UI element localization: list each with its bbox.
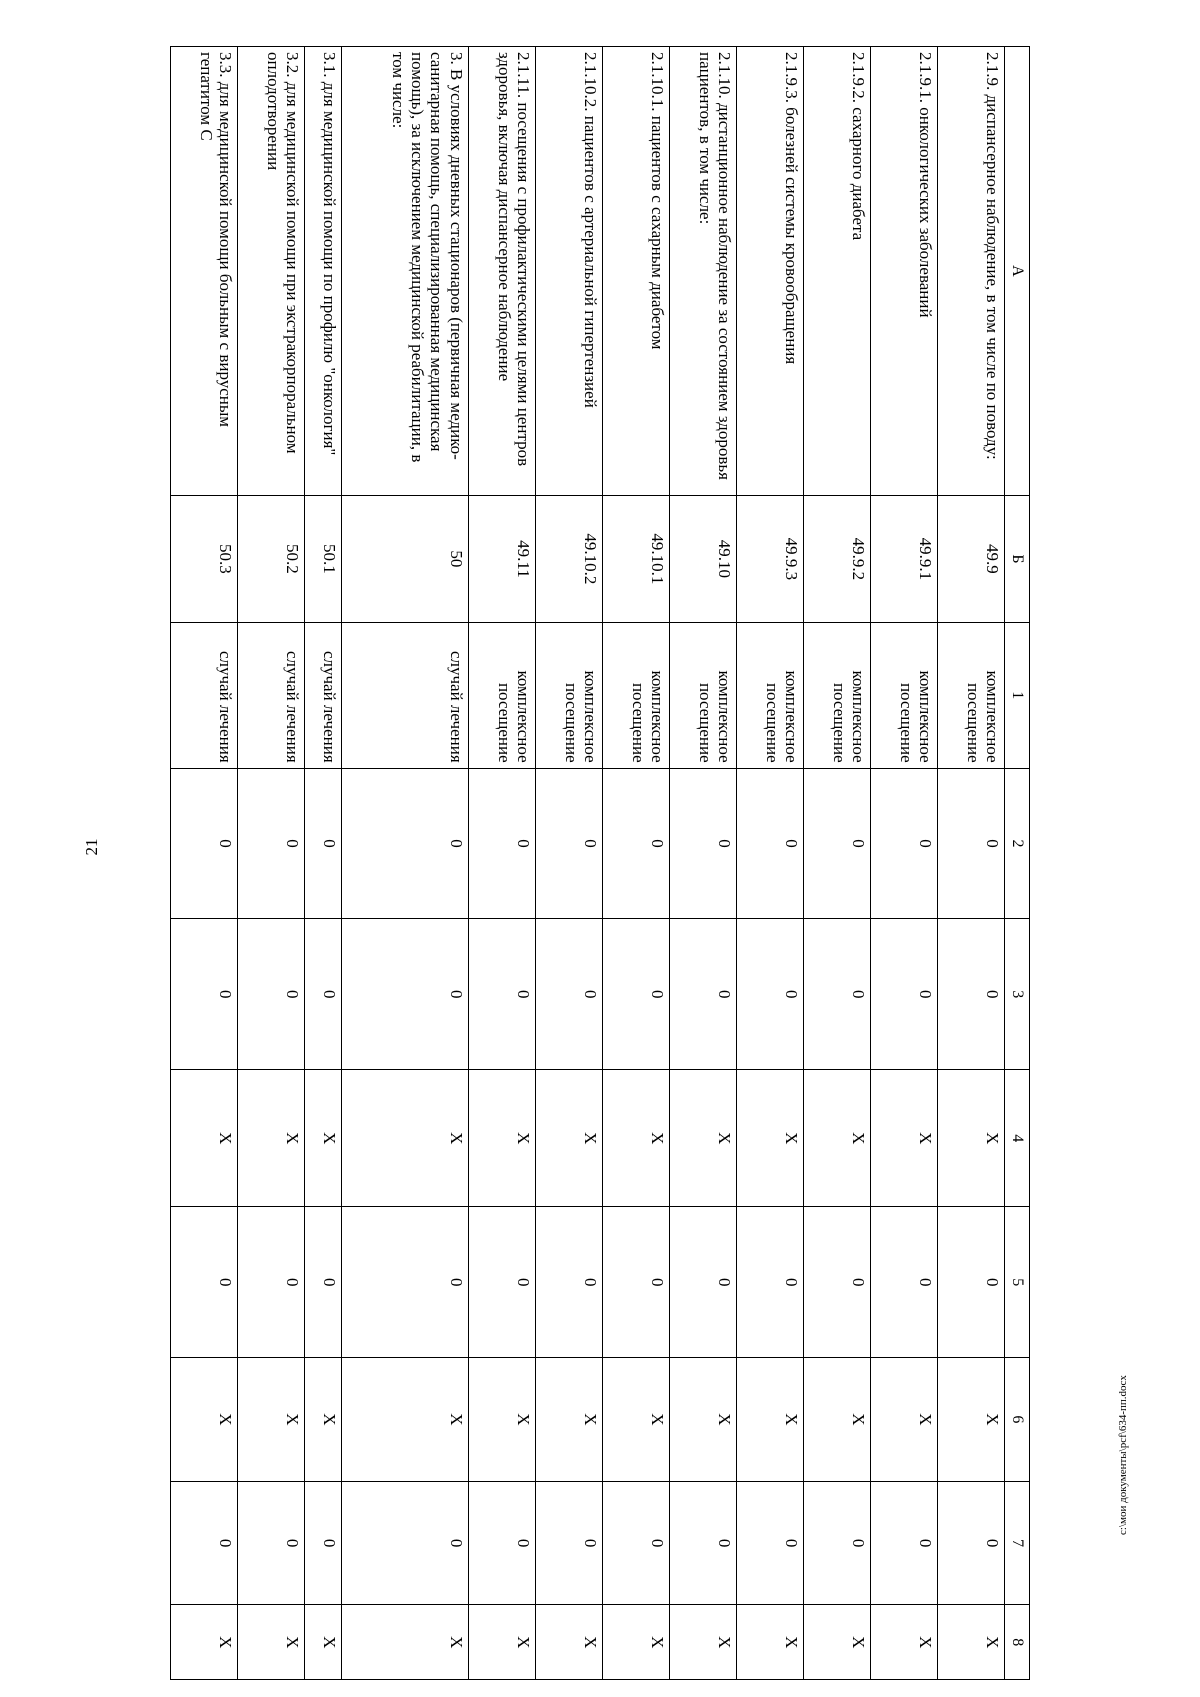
value-cell: 0 [803, 919, 870, 1070]
row-unit-cell: случай лечения [305, 622, 342, 768]
row-name-cell: 2.1.9.2. сахарного диабета [803, 47, 870, 496]
footer-file-path: c:\мои документы\pcf\634-пп.docx [1117, 1375, 1129, 1535]
value-cell: X [238, 1070, 305, 1207]
value-cell: X [238, 1605, 305, 1680]
table-row [803, 47, 870, 1680]
value-cell: 0 [171, 919, 238, 1070]
value-cell: X [669, 1358, 736, 1482]
value-cell: 0 [305, 768, 342, 919]
value-cell: X [736, 1070, 803, 1207]
value-cell: X [736, 1605, 803, 1680]
value-cell: X [937, 1070, 1004, 1207]
row-unit-cell: комплексное посещение [669, 622, 736, 768]
table-row [870, 47, 937, 1680]
table-row [238, 47, 305, 1680]
row-name-cell: 3.1. для медицинской помощи по профилю "онкология" [305, 47, 342, 496]
value-cell: X [171, 1070, 238, 1207]
row-code-cell: 49.10.2 [535, 495, 602, 622]
value-cell: 0 [468, 768, 535, 919]
column-header: 2 [1005, 768, 1030, 919]
value-cell: X [602, 1605, 669, 1680]
column-header: 5 [1005, 1207, 1030, 1358]
row-code-cell: 49.10.1 [602, 495, 669, 622]
value-cell: X [870, 1605, 937, 1680]
row-name-cell: 2.1.9.1. онкологических заболеваний [870, 47, 937, 496]
column-header: А [1005, 47, 1030, 496]
row-code-cell: 50 [342, 495, 468, 622]
value-cell: 0 [535, 1207, 602, 1358]
value-cell: X [669, 1605, 736, 1680]
value-cell: X [803, 1358, 870, 1482]
value-cell: 0 [342, 1207, 468, 1358]
row-code-cell: 49.9.2 [803, 495, 870, 622]
value-cell: X [238, 1358, 305, 1482]
value-cell: 0 [602, 1207, 669, 1358]
column-header: 6 [1005, 1358, 1030, 1482]
row-code-cell: 50.2 [238, 495, 305, 622]
value-cell: 0 [870, 768, 937, 919]
value-cell: X [171, 1605, 238, 1680]
row-code-cell: 49.10 [669, 495, 736, 622]
row-unit-cell: комплексное посещение [736, 622, 803, 768]
row-unit-cell: комплексное посещение [870, 622, 937, 768]
data-table [170, 46, 1030, 1680]
value-cell: 0 [937, 1481, 1004, 1605]
row-code-cell: 49.9 [937, 495, 1004, 622]
value-cell: 0 [669, 1481, 736, 1605]
column-header: Б [1005, 495, 1030, 622]
value-cell: 0 [171, 768, 238, 919]
value-cell: X [602, 1358, 669, 1482]
value-cell: X [669, 1070, 736, 1207]
row-unit-cell: комплексное посещение [803, 622, 870, 768]
value-cell: X [305, 1070, 342, 1207]
table-row [305, 47, 342, 1680]
value-cell: 0 [736, 1481, 803, 1605]
table-row [468, 47, 535, 1680]
row-code-cell: 49.11 [468, 495, 535, 622]
table-row [937, 47, 1004, 1680]
row-code-cell: 49.9.1 [870, 495, 937, 622]
row-unit-cell: комплексное посещение [468, 622, 535, 768]
column-header: 7 [1005, 1481, 1030, 1605]
row-unit-cell: случай лечения [171, 622, 238, 768]
value-cell: X [342, 1070, 468, 1207]
value-cell: X [468, 1605, 535, 1680]
column-header: 1 [1005, 622, 1030, 768]
value-cell: 0 [736, 919, 803, 1070]
value-cell: 0 [736, 768, 803, 919]
value-cell: 0 [535, 919, 602, 1070]
value-cell: 0 [803, 1481, 870, 1605]
table-row [535, 47, 602, 1680]
value-cell: 0 [937, 1207, 1004, 1358]
value-cell: X [870, 1070, 937, 1207]
row-name-cell: 3.3. для медицинской помощи больным с вирусным гепатитом С [171, 47, 238, 496]
row-code-cell: 49.9.3 [736, 495, 803, 622]
value-cell: 0 [171, 1481, 238, 1605]
value-cell: 0 [669, 768, 736, 919]
value-cell: 0 [342, 1481, 468, 1605]
value-cell: 0 [870, 1481, 937, 1605]
row-unit-cell: комплексное посещение [602, 622, 669, 768]
value-cell: 0 [870, 919, 937, 1070]
table-row [602, 47, 669, 1680]
row-code-cell: 50.3 [171, 495, 238, 622]
value-cell: 0 [669, 1207, 736, 1358]
value-cell: 0 [342, 919, 468, 1070]
value-cell: 0 [602, 1481, 669, 1605]
value-cell: X [468, 1070, 535, 1207]
value-cell: X [937, 1358, 1004, 1482]
value-cell: X [171, 1358, 238, 1482]
table-row [342, 47, 468, 1680]
value-cell: X [602, 1070, 669, 1207]
row-unit-cell: комплексное посещение [535, 622, 602, 768]
value-cell: X [535, 1605, 602, 1680]
value-cell: X [468, 1358, 535, 1482]
row-name-cell: 2.1.11. посещения с профилактическими целями центров здоровья, включая диспансерное наблюдение [468, 47, 535, 496]
column-header: 8 [1005, 1605, 1030, 1680]
value-cell: 0 [238, 768, 305, 919]
column-header: 3 [1005, 919, 1030, 1070]
value-cell: X [535, 1358, 602, 1482]
value-cell: 0 [535, 1481, 602, 1605]
value-cell: 0 [238, 919, 305, 1070]
row-unit-cell: случай лечения [238, 622, 305, 768]
row-name-cell: 2.1.10.2. пациентов с артериальной гипертензией [535, 47, 602, 496]
column-header: 4 [1005, 1070, 1030, 1207]
row-name-cell: 2.1.9. диспансерное наблюдение, в том числе по поводу: [937, 47, 1004, 496]
row-name-cell: 3. В условиях дневных стационаров (первичная медико-санитарная помощь, специализированная медицинская помощь), за исключением медицинской реабилитации, в том числе: [342, 47, 468, 496]
value-cell: X [937, 1605, 1004, 1680]
value-cell: X [305, 1605, 342, 1680]
value-cell: 0 [937, 768, 1004, 919]
value-cell: 0 [669, 919, 736, 1070]
value-cell: 0 [803, 1207, 870, 1358]
table-row [736, 47, 803, 1680]
value-cell: 0 [342, 768, 468, 919]
rotated-table-container [170, 46, 1030, 1680]
value-cell: X [535, 1070, 602, 1207]
value-cell: X [870, 1358, 937, 1482]
value-cell: 0 [803, 768, 870, 919]
value-cell: X [803, 1070, 870, 1207]
value-cell: 0 [305, 1481, 342, 1605]
row-name-cell: 2.1.10. дистанционное наблюдение за состоянием здоровья пациентов, в том числе: [669, 47, 736, 496]
value-cell: 0 [305, 919, 342, 1070]
value-cell: X [342, 1358, 468, 1482]
row-name-cell: 3.2. для медицинской помощи при экстракорпоральном оплодотворении [238, 47, 305, 496]
value-cell: 0 [870, 1207, 937, 1358]
row-name-cell: 2.1.10.1. пациентов с сахарным диабетом [602, 47, 669, 496]
row-code-cell: 50.1 [305, 495, 342, 622]
value-cell: 0 [602, 919, 669, 1070]
value-cell: 0 [736, 1207, 803, 1358]
value-cell: X [305, 1358, 342, 1482]
page-number: 21 [82, 838, 101, 856]
value-cell: X [736, 1358, 803, 1482]
value-cell: 0 [238, 1207, 305, 1358]
table-row [669, 47, 736, 1680]
value-cell: 0 [468, 1481, 535, 1605]
value-cell: X [342, 1605, 468, 1680]
row-unit-cell: комплексное посещение [937, 622, 1004, 768]
value-cell: 0 [238, 1481, 305, 1605]
value-cell: 0 [937, 919, 1004, 1070]
value-cell: 0 [468, 1207, 535, 1358]
value-cell: 0 [468, 919, 535, 1070]
table-header-row [1005, 47, 1030, 1680]
value-cell: 0 [602, 768, 669, 919]
value-cell: X [803, 1605, 870, 1680]
value-cell: 0 [535, 768, 602, 919]
row-unit-cell: случай лечения [342, 622, 468, 768]
table-row [171, 47, 238, 1680]
value-cell: 0 [305, 1207, 342, 1358]
row-name-cell: 2.1.9.3. болезней системы кровообращения [736, 47, 803, 496]
value-cell: 0 [171, 1207, 238, 1358]
